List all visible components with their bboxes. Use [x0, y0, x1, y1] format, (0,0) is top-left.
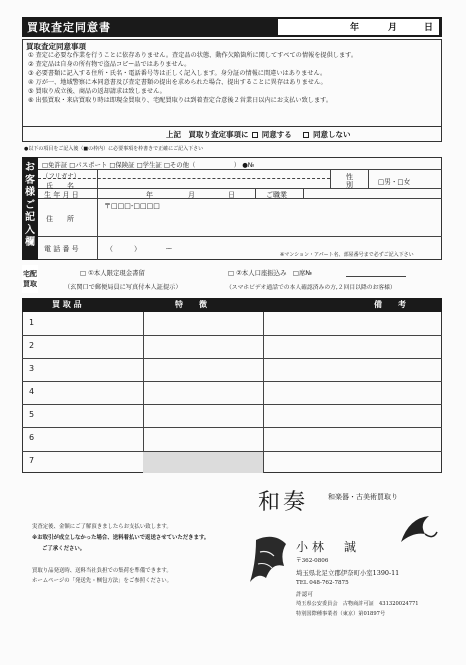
agree-checkbox[interactable] — [252, 132, 258, 138]
col-remarks: 備 考 — [374, 300, 406, 309]
id-number-label: ●№ — [242, 161, 255, 169]
purchase-table — [22, 298, 442, 473]
dancer-illustration-icon — [246, 532, 292, 590]
birth-month-label: 月 — [188, 191, 195, 199]
shop-brand: 和奏 — [258, 490, 309, 515]
table-row: 1 — [29, 318, 35, 327]
col-item: 買 取 品 — [52, 300, 82, 309]
phone-label: 電 話 番 号 — [44, 245, 79, 253]
shop-brand-sub: 和楽器・古美術買取り — [328, 493, 398, 501]
col-feature: 特 徴 — [175, 300, 207, 309]
date-day-label: 日 — [424, 23, 434, 33]
id-type-license[interactable]: □免許証 — [42, 161, 68, 169]
agree-label: 同意する — [261, 130, 292, 139]
id-type-student[interactable]: □学生証 — [136, 161, 162, 169]
postal-code-field[interactable]: 〒□□□-□□□□ — [104, 202, 160, 210]
agree-lead: 上記 買取り査定事項に — [166, 130, 249, 139]
shop-license-label: 許認可 — [296, 592, 313, 598]
name-label: 氏 名 — [46, 182, 74, 190]
furigana-label: （フリガナ） — [42, 172, 81, 180]
id-type-passport[interactable]: □パスポート — [69, 161, 108, 169]
consent-item: ④ 万が一、地域警察に本同意書及び査定書類の提出を求められた場合、提出することに異存はありません。 — [28, 79, 327, 86]
consent-item: ⑥ 出張買取・来店買取り時は即現金買取り、宅配買取りは到着査定合意後２営業日以内にお支払い致します。 — [28, 97, 333, 104]
id-type-insurance[interactable]: □保険証 — [109, 161, 135, 169]
table-row: 7 — [29, 456, 35, 465]
birth-label: 生 年 月 日 — [44, 191, 79, 199]
customer-section — [22, 157, 442, 260]
birth-day-label: 日 — [228, 191, 235, 199]
shop-member: 特別国際種事業者（東京）第01897号 — [296, 611, 386, 617]
address-note: ※マンション・アパート名、部屋番号まで必ずご記入下さい — [280, 252, 414, 258]
address-label: 住 所 — [46, 215, 74, 223]
job-label: ご職業 — [266, 191, 287, 199]
birth-year-label: 年 — [146, 191, 153, 199]
date-field[interactable] — [278, 19, 439, 35]
note-line: ホームページの「発送先・梱包方法」をご参照ください。 — [32, 578, 173, 584]
name-input[interactable] — [99, 179, 329, 188]
sex-options[interactable]: □男・□女 — [378, 178, 411, 186]
table-row: 5 — [29, 410, 35, 419]
consent-item: ② 査定品は自身の所有物で盗品コピー品ではありません。 — [28, 61, 191, 68]
phone-input[interactable]: （ ） ー — [106, 245, 173, 253]
table-row: 6 — [29, 433, 35, 442]
disagree-checkbox[interactable] — [303, 132, 309, 138]
address-input[interactable] — [99, 210, 441, 235]
note-line-warning: ※お取引が成立しなかった場合、送料着払いで返送させていただきます。 — [32, 535, 210, 541]
table-row: 4 — [29, 387, 35, 396]
note-line: 買取り品発送時、送料当社負担での集荷を準備できます。 — [32, 568, 172, 574]
id-type-other[interactable]: □その他（ ） — [163, 161, 241, 169]
disagree-label: 同意しない — [313, 130, 351, 139]
shipping-option-cash-note: （玄関口で郵便局員に写真付本人証提示） — [64, 284, 182, 291]
consent-item: ③ 必要書類に記入する住所・氏名・電話番号等は正しく記入します。身分証の情報に間違いはありません。 — [28, 70, 327, 77]
shop-license: 埼玉県公安委員会 古物商許可証 431320024771 — [296, 601, 419, 607]
shop-postal: 〒362-0806 — [296, 558, 329, 564]
form-title: 買取査定同意書 — [27, 21, 111, 34]
shop-address: 埼玉県北足立郡伊奈町小室1390-11 — [296, 569, 400, 577]
shipping-label: 宅配 買取 — [23, 270, 37, 288]
date-month-label: 月 — [388, 23, 398, 33]
table-row: 2 — [29, 341, 35, 350]
note-line: ご了承ください。 — [42, 546, 86, 552]
sex-label-2: 別 — [346, 181, 353, 189]
shipping-option-transfer-note: （スマホビデオ通話での本人確認済みの方,２回目以降のお客様） — [226, 285, 396, 291]
shop-tel: TEL 048-762-7875 — [296, 580, 349, 586]
sex-label: 性 — [346, 173, 353, 181]
id-note: ●以下の項目をご記入後（■の枠内）に必要事項を枠書きで正確にご記入下さい — [24, 146, 204, 152]
fan-illustration-icon — [395, 510, 440, 550]
customer-side-label: お客様ご記入欄 — [25, 162, 35, 248]
table-shaded-cell — [143, 451, 263, 473]
date-year-label: 年 — [350, 23, 360, 33]
shipping-option-transfer[interactable]: □ ②本人口座振込み □席№ — [228, 269, 312, 277]
consent-heading: 買取査定同意事項 — [26, 42, 86, 51]
note-line: 実査定後、金額にご了解頂きましたらお支払い致します。 — [32, 524, 172, 530]
shop-owner: 小林 誠 — [296, 540, 361, 554]
job-input[interactable] — [305, 189, 441, 198]
agree-row — [166, 129, 351, 140]
table-row: 3 — [29, 364, 35, 373]
consent-item: ① 査定に必要な作業を行うことに依存ありません。査定品の状態、動作欠陥箇所に関してすべての情報を提供します。 — [28, 52, 358, 59]
consent-item: ⑤ 買取り成立後、商品の返却請求は致しません。 — [28, 88, 166, 95]
shipping-option-cash[interactable]: □ ①本人限定現金書留 — [80, 269, 145, 277]
